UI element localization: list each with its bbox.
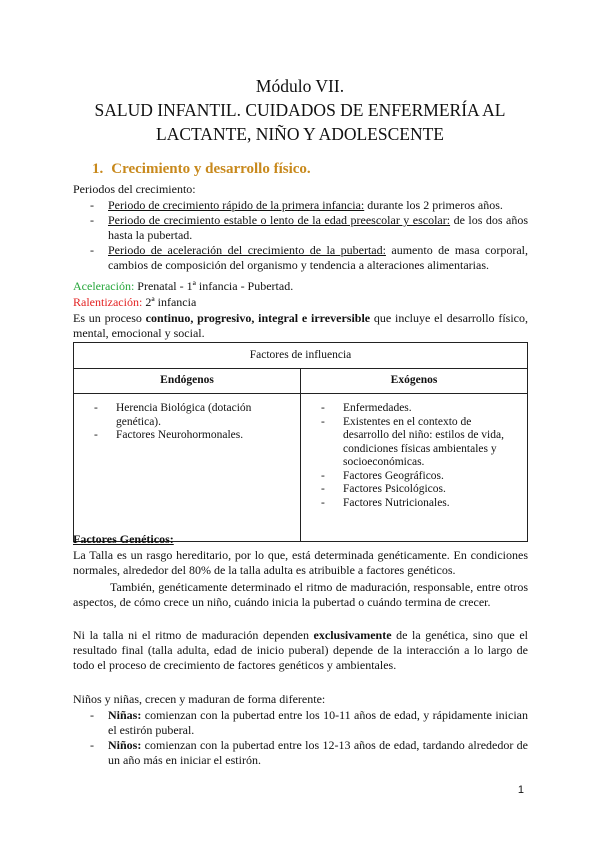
endogenous-header: Endógenos bbox=[74, 369, 301, 394]
genetic-heading: Factores Genéticos: bbox=[73, 532, 174, 546]
acceleration-line: Aceleración: Prenatal - 1ª infancia - Pubertad. bbox=[73, 279, 294, 293]
list-item: - Periodo de aceleración del crecimiento de la pubertad: aumento de masa corporal, cambios de composición del organismo y tendencia a alteraciones alimentarias. bbox=[90, 243, 528, 272]
genetic-paragraph-1: La Talla es un rasgo hereditario, por lo que, está determinada genéticamente. En condiciones normales, alrededor del 80% de la talla adulta es atribuible a factores genéticos. bbox=[73, 548, 528, 577]
table-caption: Factores de influencia bbox=[74, 343, 528, 369]
slowdown-label: Ralentización: bbox=[73, 295, 143, 309]
section-heading-text: Crecimiento y desarrollo físico. bbox=[111, 161, 311, 177]
title-line-2: SALUD INFANTIL. CUIDADOS DE ENFERMERÍA AL bbox=[94, 100, 506, 120]
list-item: - Enfermedades. bbox=[321, 402, 412, 414]
periods-list bbox=[73, 198, 528, 273]
title-line-3: LACTANTE, NIÑO Y ADOLESCENTE bbox=[156, 124, 444, 144]
endogenous-cell bbox=[74, 394, 301, 542]
slowdown-line: Ralentización: 2ª infancia bbox=[73, 295, 197, 309]
list-item: - Factores Geográficos. bbox=[321, 469, 444, 482]
list-item: - Niñas: comienzan con la pubertad entre los 10-11 años de edad, y rápidamente inician el estirón puberal. bbox=[90, 708, 528, 737]
section-number: 1. bbox=[92, 161, 104, 177]
module-title: Módulo VII. bbox=[255, 76, 345, 96]
page-number: 1 bbox=[517, 784, 524, 796]
list-item: - Existentes en el contexto de desarrollo del niño: estilos de vida, condiciones físicas ambientales y socioeconómicas. bbox=[321, 415, 504, 468]
document-title bbox=[0, 74, 600, 146]
sex-diff-intro: Niños y niñas, crecen y maduran de forma diferente: bbox=[73, 692, 326, 706]
factors-table bbox=[73, 342, 528, 542]
exogenous-cell bbox=[301, 394, 528, 542]
process-paragraph: Es un proceso continuo, progresivo, integral e irreversible que incluye el desarrollo físico, mental, emocional y social. bbox=[73, 311, 528, 340]
acceleration-label: Aceleración: bbox=[73, 279, 135, 293]
list-item: - Periodo de crecimiento rápido de la primera infancia: durante los 2 primeros años. bbox=[90, 198, 503, 212]
genetic-paragraph-2: También, genéticamente determinado el ritmo de maduración, responsable, entre otros aspectos, de cómo crece un niño, cuándo inicia la pubertad o cuándo termina de crecer. bbox=[73, 580, 528, 609]
section-heading bbox=[92, 161, 311, 178]
list-item: - Factores Neurohormonales. bbox=[94, 429, 244, 441]
list-item: - Factores Nutricionales. bbox=[321, 496, 450, 509]
periods-intro: Periodos del crecimiento: bbox=[73, 182, 196, 196]
list-item: - Niños: comienzan con la pubertad entre los 12-13 años de edad, tardando alrededor de un año más en iniciar el estirón. bbox=[90, 738, 528, 767]
list-item: - Herencia Biológica (dotación genética). bbox=[94, 402, 252, 428]
sex-diff-list bbox=[73, 708, 528, 768]
genetic-paragraph-3: Ni la talla ni el ritmo de maduración dependen exclusivamente de la genética, sino que el resultado final (talla adulta, edad de inicio puberal) depende de la interacción a lo largo de todo el proceso de crecimiento de factores genéticos y ambientales. bbox=[73, 628, 528, 672]
list-item: - Factores Psicológicos. bbox=[321, 483, 446, 495]
list-item: - Periodo de crecimiento estable o lento de la edad preescolar y escolar: de los dos años hasta la pubertad. bbox=[90, 213, 528, 242]
exogenous-header: Exógenos bbox=[301, 369, 528, 394]
